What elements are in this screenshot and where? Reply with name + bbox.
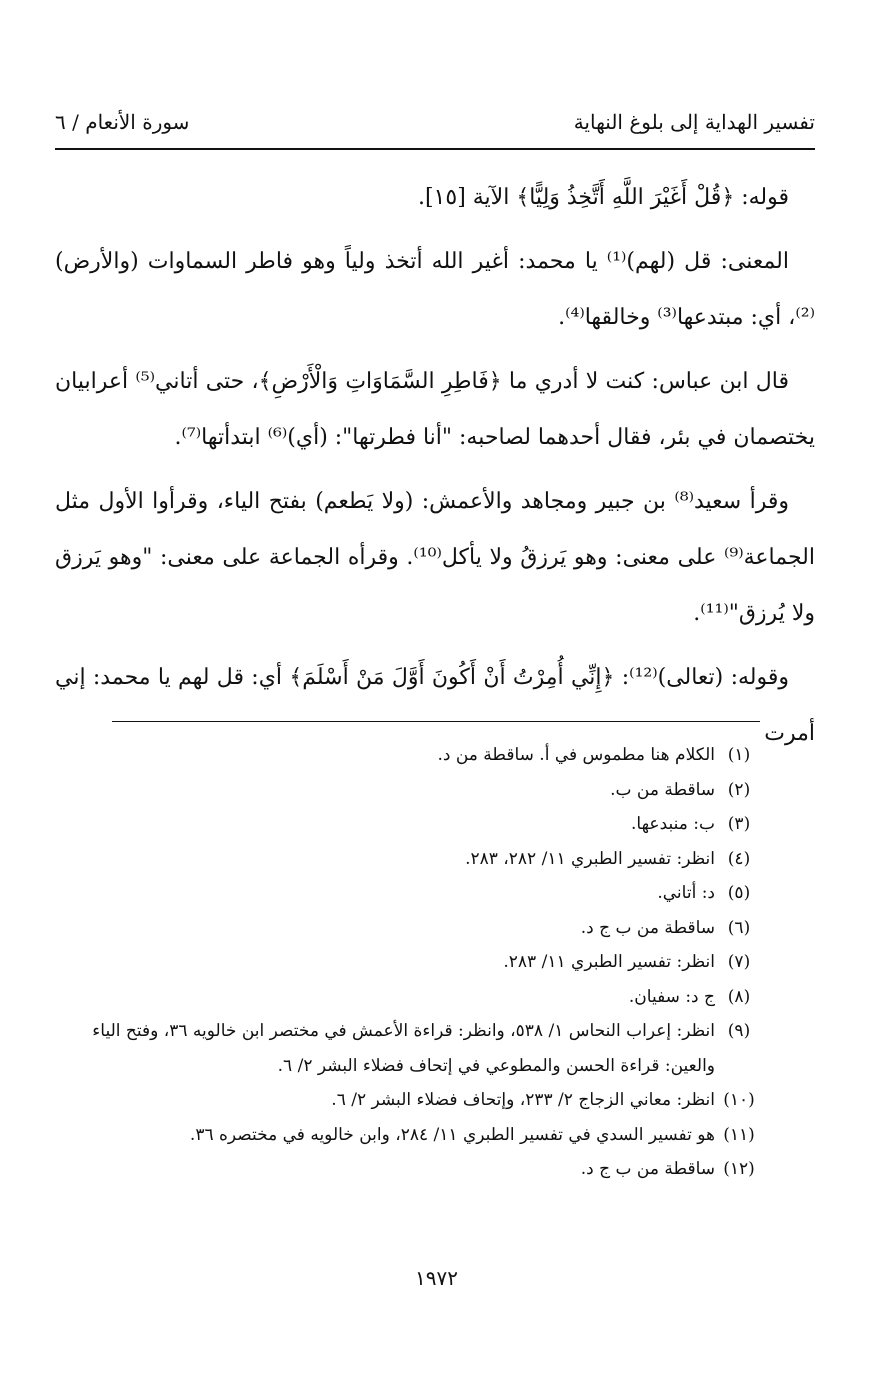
footnote-number: (٧) [727,952,751,972]
footnote-number: (٨) [727,986,751,1007]
footnote-text: الكلام هنا مطموس في أ. ساقطة من د. [437,745,715,765]
footnote [55,807,763,842]
footnote-text: انظر: تفسير الطبري ١١/ ٢٨٣. [503,952,715,972]
footnote-number: (٥) [727,883,751,903]
footnote-number: (٤) [727,848,751,869]
paragraph: قوله: ﴿قُلْ أَغَيْرَ اللَّهِ أَتَّخِذُ وَلِيًّا﴾ الآية [١٥]. [417,185,789,210]
surah-label: سورة الأنعام / ٦ [55,110,190,134]
running-header [55,110,815,134]
footnote-text: ساقطة من ب. [610,779,715,800]
footnote [55,980,763,1015]
footnote-text: ب: منبدعها. [631,814,715,834]
footnote-number: (١٠) [723,1090,755,1110]
footnote [55,911,763,946]
footnote [55,1118,763,1153]
footnote-number: (٢) [727,779,751,800]
footnote-text: د: أتاني. [657,883,715,903]
footnote-divider [112,721,760,722]
footnote [55,738,763,773]
page-number: ١٩٧٢ [415,1266,458,1290]
footnote-text: ساقطة من ب ج د. [580,917,715,938]
footnote-text: انظر: إعراب النحاس ١/ ٥٣٨، وانظر: قراءة الأعمش في مختصر ابن خالويه ٣٦، وفتح الياء والعين: قراءة الحسن والمطوعي في إتحاف فضلاء البشر ٢/ ٦. [92,1021,715,1076]
footnote-text: ج د: سفيان. [628,986,715,1007]
paragraph: وقرأ سعيد⁽⁸⁾ بن جبير ومجاهد والأعمش: (ولا يَطعم) بفتح الياء، وقرأوا الأول مثل الجماعة⁽⁹⁾ على معنى: وهو يَرزقُ ولا يأكل⁽¹⁰⁾. وقرأه الجماعة على معنى: "وهو يَرزق ولا يُرزق"⁽¹¹⁾. [55,489,815,626]
footnote-number: (٣) [727,814,751,834]
footnote-text: انظر: معاني الزجاج ٢/ ٢٣٣، وإتحاف فضلاء البشر ٢/ ٦. [331,1090,715,1110]
paragraph: المعنى: قل (لهم)⁽¹⁾ يا محمد: أغير الله أتخذ ولياً وهو فاطر السماوات (والأرض)⁽²⁾، أي: مبتدعها⁽³⁾ وخالقها⁽⁴⁾. [55,249,815,330]
footnote-number: (٦) [727,917,751,938]
main-text [55,170,815,770]
book-title: تفسير الهداية إلى بلوغ النهاية [573,110,815,134]
footnote-text: ساقطة من ب ج د. [580,1159,715,1179]
footnote [55,773,763,808]
footnote-number: (١) [727,745,751,765]
footnote [55,876,763,911]
footnote-text: انظر: تفسير الطبري ١١/ ٢٨٢، ٢٨٣. [465,848,715,869]
footnote [55,1083,763,1118]
footnote-text: هو تفسير السدي في تفسير الطبري ١١/ ٢٨٤، وابن خالويه في مختصره ٣٦. [189,1124,715,1145]
footnote-number: (١١) [723,1124,755,1145]
footnote-number: (١٢) [723,1159,755,1179]
footnotes-list [55,738,763,1187]
footnote [55,945,763,980]
footnote [55,1014,763,1083]
footnote-number: (٩) [727,1021,751,1041]
paragraph: وقوله: (تعالى)⁽¹²⁾: ﴿إِنِّي أُمِرْتُ أَنْ أَكُونَ أَوَّلَ مَنْ أَسْلَمَ﴾ أي: قل لهم يا محمد: إني أمرت [55,665,815,746]
paragraph: قال ابن عباس: كنت لا أدري ما ﴿فَاطِرِ السَّمَاوَاتِ وَالْأَرْضِ﴾، حتى أتاني⁽⁵⁾ أعرابيان يختصمان في بئر، فقال أحدهما لصاحبه: "أنا فطرتها": (أي)⁽⁶⁾ ابتدأتها⁽⁷⁾. [55,369,815,450]
footnote [55,1152,763,1187]
header-divider [55,148,815,150]
footnote [55,842,763,877]
